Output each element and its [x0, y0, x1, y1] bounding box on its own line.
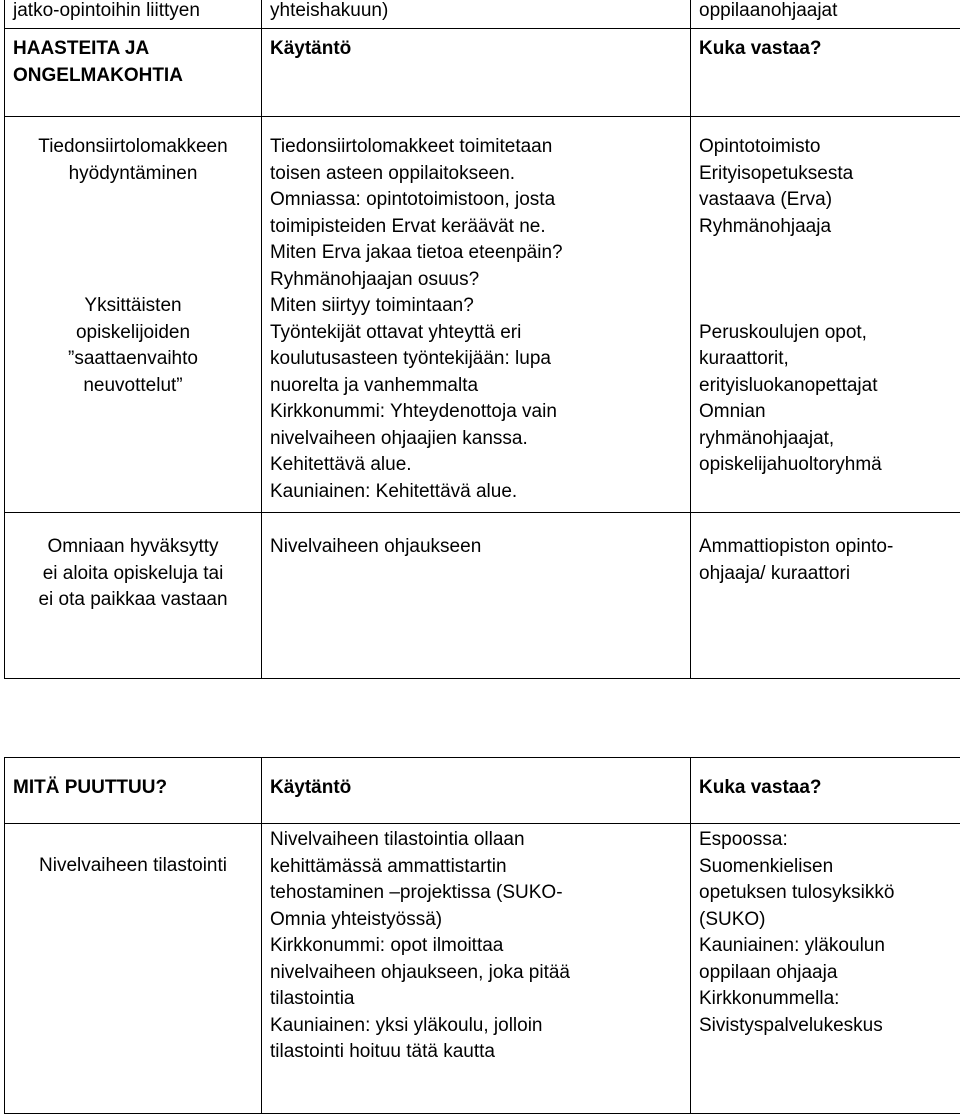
- cell-text: toimipisteiden Ervat keräävät ne.: [270, 214, 690, 241]
- spacer: [699, 240, 960, 267]
- cell-text: (SUKO): [699, 907, 960, 934]
- cell-text: Kirkkonummella:: [699, 986, 960, 1013]
- cell-text: opiskelijahuoltoryhmä: [699, 452, 960, 479]
- cell-text: nivelvaiheen ohjaajien kanssa.: [270, 426, 690, 453]
- cell-text: tehostaminen –projektissa (SUKO-: [270, 880, 690, 907]
- cell-text: vastaava (Erva): [699, 187, 960, 214]
- cell-text: Ammattiopiston opinto-: [699, 534, 960, 561]
- cell-text: toisen asteen oppilaitokseen.: [270, 161, 690, 188]
- column-header-responsible: [691, 29, 960, 117]
- cell-text: kuraattorit,: [699, 346, 960, 373]
- responsibility-table-2: [4, 757, 960, 1114]
- cell-text: oppilaanohjaajat: [699, 0, 960, 25]
- cell-text: Suomenkielisen: [699, 854, 960, 881]
- cell-text: Opintotoimisto: [699, 134, 960, 161]
- cell-text: Työntekijät ottavat yhteyttä eri: [270, 320, 690, 347]
- table-cell: [262, 513, 691, 679]
- column-header-practice: [262, 29, 691, 117]
- cell-text: jatko-opintoihin liittyen: [13, 0, 261, 25]
- spacer: [5, 187, 261, 214]
- column-header-challenges: [5, 29, 262, 117]
- cell-text: Nivelvaiheen tilastointia ollaan: [270, 827, 690, 854]
- column-header-responsible: [691, 758, 960, 824]
- cell-text: ohjaaja/ kuraattori: [699, 561, 960, 588]
- header-text: Käytäntö: [270, 775, 690, 802]
- table-cell: [262, 824, 691, 1114]
- cell-text: tilastointi hoituu tätä kautta: [270, 1039, 690, 1066]
- header-text: ONGELMAKOHTIA: [13, 63, 261, 90]
- cell-text: nuorelta ja vanhemmalta: [270, 373, 690, 400]
- cell-text: ryhmänohjaajat,: [699, 426, 960, 453]
- column-header-missing: [5, 758, 262, 824]
- cell-text: Miten Erva jakaa tietoa eteenpäin?: [270, 240, 690, 267]
- cell-text: Ryhmänohjaaja: [699, 214, 960, 241]
- cell-text: oppilaan ohjaaja: [699, 960, 960, 987]
- spacer: [5, 240, 261, 267]
- cell-text: Omniassa: opintotoimistoon, josta: [270, 187, 690, 214]
- cell-text: Kirkkonummi: opot ilmoittaa: [270, 933, 690, 960]
- cell-text: Kauniainen: yksi yläkoulu, jolloin: [270, 1013, 690, 1040]
- table-cell: [5, 0, 262, 29]
- cell-text: Peruskoulujen opot,: [699, 320, 960, 347]
- cell-text: Kirkkonummi: Yhteydenottoja vain: [270, 399, 690, 426]
- table-cell: [5, 513, 262, 679]
- header-text: Kuka vastaa?: [699, 775, 960, 802]
- table-cell: [691, 0, 960, 29]
- cell-text: Kauniainen: yläkoulun: [699, 933, 960, 960]
- header-text: Käytäntö: [270, 36, 690, 63]
- table-cell: [262, 0, 691, 29]
- cell-text: hyödyntäminen: [5, 161, 261, 188]
- cell-text: Erityisopetuksesta: [699, 161, 960, 188]
- cell-text: Nivelvaiheen ohjaukseen: [270, 534, 690, 561]
- cell-text: neuvottelut”: [5, 373, 261, 400]
- cell-text: erityisluokanopettajat: [699, 373, 960, 400]
- cell-text: Omnian: [699, 399, 960, 426]
- cell-text: Sivistyspalvelukeskus: [699, 1013, 960, 1040]
- spacer: [5, 214, 261, 241]
- header-text: HAASTEITA JA: [13, 36, 261, 63]
- cell-text: ei ota paikkaa vastaan: [5, 587, 261, 614]
- column-header-practice: [262, 758, 691, 824]
- cell-text: Espoossa:: [699, 827, 960, 854]
- table-cell: [691, 824, 960, 1114]
- cell-text: Tiedonsiirtolomakkeet toimitetaan: [270, 134, 690, 161]
- header-text: Kuka vastaa?: [699, 36, 960, 63]
- cell-text: Yksittäisten: [5, 293, 261, 320]
- cell-text: Miten siirtyy toimintaan?: [270, 293, 690, 320]
- table-row: [5, 117, 960, 513]
- cell-text: Kehitettävä alue.: [270, 452, 690, 479]
- table-row: [5, 824, 960, 1114]
- cell-text: yhteishakuun): [270, 0, 690, 25]
- cell-text: kehittämässä ammattistartin: [270, 854, 690, 881]
- spacer: [699, 293, 960, 320]
- responsibility-table-1: [4, 0, 960, 679]
- cell-text: Kauniainen: Kehitettävä alue.: [270, 479, 690, 506]
- cell-text: Ryhmänohjaajan osuus?: [270, 267, 690, 294]
- table-cell: [691, 513, 960, 679]
- cell-text: ei aloita opiskeluja tai: [5, 561, 261, 588]
- cell-text: Omniaan hyväksytty: [5, 534, 261, 561]
- cell-text: Tiedonsiirtolomakkeen: [5, 134, 261, 161]
- cell-text: ”saattaenvaihto: [5, 346, 261, 373]
- spacer: [5, 267, 261, 294]
- table-cell: [262, 117, 691, 513]
- table-cell: [691, 117, 960, 513]
- table-row: [5, 0, 960, 29]
- cell-text: opetuksen tulosyksikkö: [699, 880, 960, 907]
- table-cell: [5, 117, 262, 513]
- table-header-row: [5, 29, 960, 117]
- table-cell: [5, 824, 262, 1114]
- table-row: [5, 513, 960, 679]
- cell-text: nivelvaiheen ohjaukseen, joka pitää: [270, 960, 690, 987]
- cell-text: Omnia yhteistyössä): [270, 907, 690, 934]
- spacer: [699, 267, 960, 294]
- cell-text: Nivelvaiheen tilastointi: [5, 853, 261, 880]
- cell-text: tilastointia: [270, 986, 690, 1013]
- header-text: MITÄ PUUTTUU?: [13, 775, 261, 802]
- cell-text: opiskelijoiden: [5, 320, 261, 347]
- table-header-row: [5, 758, 960, 824]
- cell-text: koulutusasteen työntekijään: lupa: [270, 346, 690, 373]
